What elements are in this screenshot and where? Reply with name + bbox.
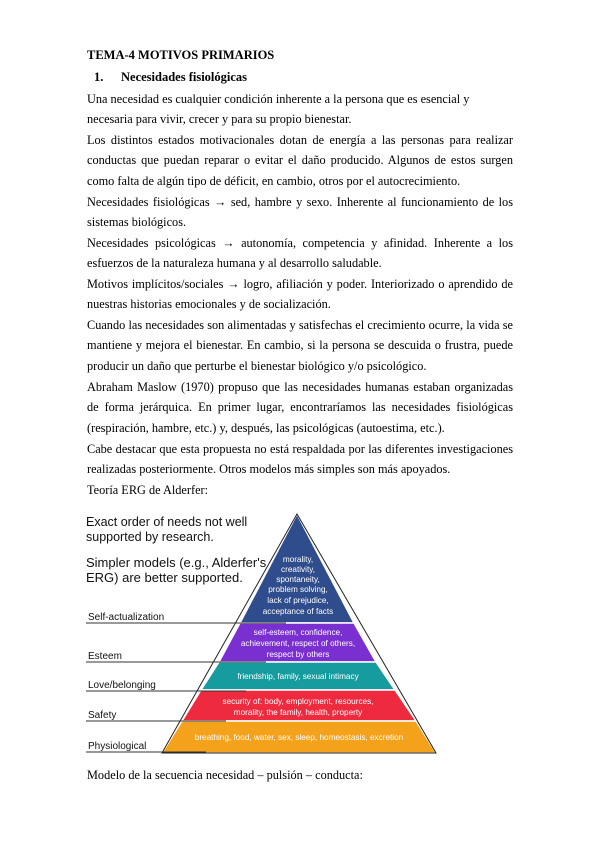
paragraph-needs-satisfaction: Cuando las necesidades son alimentadas y satisfechas el crecimiento ocurre, la vida se mantiene y mejora el bienestar. En cambio, si la persona se descuida o frustra, puede producir un daño que perturbe el bienestar biológico y/o psicológico. [87, 318, 513, 373]
esteem-text-1: self-esteem, confidence, [253, 628, 343, 637]
esteem-text-3: respect by others [266, 650, 330, 659]
love-belonging-text-1: friendship, family, sexual intimacy [237, 672, 359, 681]
model-sequence-caption: Modelo de la secuencia necesidad – pulsión – conducta: [87, 768, 363, 782]
level-label-physiological: Physiological [88, 741, 147, 752]
section-heading [94, 70, 247, 85]
physiological-text-1: breathing, food, water, sex, sleep, homeostasis, excretion [194, 733, 404, 742]
paragraph-psychological-needs: Necesidades psicológicas → autonomía, competencia y afinidad. Inherente a los esfuerzos de la naturaleza humana y al desarrollo saludable. [87, 236, 513, 271]
paragraph-implicit-motives: Motivos implícitos/sociales → logro, afiliación y poder. Interiorizado o aprendido de nuestras historias emocionales y de socialización. [87, 277, 513, 312]
paragraph-research-support: Cabe destacar que esta propuesta no está respaldada por las diferentes investigaciones realizadas posteriormente. Otros modelos más simples son más apoyados. [87, 442, 513, 477]
safety-text-2: morality, the family, health, property [233, 708, 363, 717]
paragraph-physiological-needs: Necesidades fisiológicas → sed, hambre y sexo. Inherente al funcionamiento de los sistemas biológicos. [87, 195, 513, 230]
self-actualization-text-6: acceptance of facts [262, 607, 334, 616]
figure-note-line-1: Exact order of needs not well [86, 515, 248, 529]
self-actualization-text-3: spontaneity, [276, 575, 320, 584]
safety-text-1: security of: body, employment, resources, [222, 697, 374, 706]
document-title: TEMA-4 MOTIVOS PRIMARIOS [87, 48, 275, 62]
level-label-safety: Safety [88, 710, 117, 721]
self-actualization-text-4: problem solving, [268, 585, 328, 594]
figure-note-line-4: ERG) are better supported. [86, 570, 243, 585]
esteem-text-2: achievement, respect of others, [240, 639, 356, 648]
paragraph-definition: Una necesidad es cualquier condición inherente a la persona que es esencial y necesaria para vivir, crecer y para su propio bienestar. [87, 92, 470, 127]
level-label-love-belonging: Love/belonging [88, 680, 156, 691]
self-actualization-text-1: morality, [282, 555, 314, 564]
level-label-esteem: Esteem [88, 651, 122, 662]
level-label-self-actualization: Self-actualization [88, 612, 165, 623]
paragraph-maslow: Abraham Maslow (1970) propuso que las necesidades humanas estaban organizadas de forma jerárquica. En primer lugar, encontraríamos las necesidades fisiológicas (respiración, hambre, etc.) y, después, las psicológicas (autoestima, etc.). [87, 380, 513, 435]
section-number: 1. [94, 70, 104, 84]
figure-note-line-3: Simpler models (e.g., Alderfer's [86, 555, 267, 570]
paragraph-motivational-states: Los distintos estados motivacionales dotan de energía a las personas para realizar conductas que puedan reparar o evitar el daño producido. Algunos de estos surgen como falta de algún tipo de déficit, en cambio, otros por el autocrecimiento. [87, 133, 513, 188]
self-actualization-text-5: lack of prejudice, [267, 596, 329, 605]
maslow-pyramid-figure [86, 512, 442, 760]
self-actualization-text-2: creativity, [281, 565, 315, 574]
figure-note-line-2: supported by research. [86, 530, 214, 544]
section-heading-text: Necesidades fisiológicas [121, 70, 248, 84]
paragraph-erg-intro: Teoría ERG de Alderfer: [87, 483, 209, 497]
